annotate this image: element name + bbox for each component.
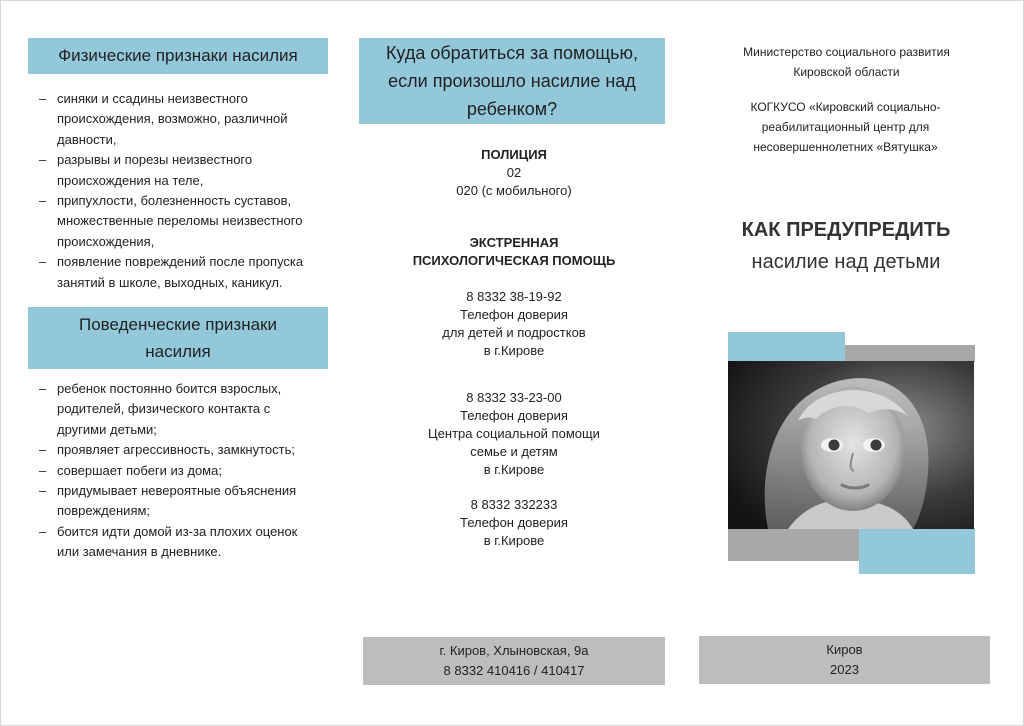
ministry-line1: Министерство социального развития: [743, 45, 950, 59]
list-item: – синяки и ссадины неизвестного происхождения, возможно, различной давности,: [31, 89, 323, 150]
ministry-header: [719, 42, 974, 82]
hotline-label: Телефон доверия: [460, 307, 568, 322]
behavior-signs-title-line1: Поведенческие признаки: [78, 315, 277, 334]
list-item: – проявляет агрессивность, замкнутость;: [31, 440, 323, 460]
decor-gray-bottom: [728, 528, 859, 561]
decor-gray-top: [845, 345, 975, 362]
hotline-org-line1: Центра социальной помощи: [428, 426, 600, 441]
organization-header: [723, 97, 968, 157]
hotline-block-1: [359, 288, 669, 360]
help-banner: [359, 38, 665, 124]
behavior-signs-list: [31, 379, 323, 563]
child-portrait-photo: [728, 361, 974, 529]
address-footer: [363, 637, 665, 685]
police-block: [359, 146, 669, 200]
city-year-footer: [699, 636, 990, 684]
brochure-title: [699, 214, 993, 278]
list-item: – боится идти домой из-за плохих оценок или замечания в дневнике.: [31, 522, 323, 563]
emergency-block: [359, 234, 669, 270]
emergency-label-line1: ЭКСТРЕННАЯ: [469, 235, 559, 250]
behavior-signs-banner: [28, 307, 328, 369]
list-item: – ребенок постоянно боится взрослых, родителей, физического контакта с другими детьми;: [31, 379, 323, 440]
police-number: 02: [506, 165, 522, 180]
hotline-label: Телефон доверия: [460, 515, 568, 530]
help-title-line3: ребенком?: [466, 99, 558, 119]
hotline-audience: для детей и подростков: [442, 325, 586, 340]
year-text: 2023: [830, 662, 859, 677]
list-item: – появление повреждений после пропуска занятий в школе, выходных, каникул.: [31, 252, 323, 293]
city-text: Киров: [826, 642, 863, 657]
list-item: – разрывы и порезы неизвестного происхождения на теле,: [31, 150, 323, 191]
org-line3: несовершеннолетних «Вятушка»: [753, 140, 938, 154]
help-title-line2: если произошло насилие над: [388, 71, 636, 91]
org-line1: КОГКУСО «Кировский социально-: [750, 100, 941, 114]
decor-blue-bottom: [859, 528, 975, 574]
address-phones: 8 8332 410416 / 410417: [443, 663, 585, 678]
police-mobile-number: 020 (с мобильного): [456, 183, 572, 198]
emergency-label-line2: ПСИХОЛОГИЧЕСКАЯ ПОМОЩЬ: [412, 253, 616, 268]
decor-blue-top: [728, 332, 845, 362]
ministry-line2: Кировской области: [793, 65, 900, 79]
list-item: – придумывает невероятные объяснения повреждениям;: [31, 481, 323, 522]
hotline-label: Телефон доверия: [460, 408, 568, 423]
hotline-org-line2: семье и детям: [470, 444, 558, 459]
hotline-phone: 8 8332 33-23-00: [466, 390, 562, 405]
hotline-phone: 8 8332 332233: [470, 497, 558, 512]
hotline-block-2: [359, 389, 669, 479]
title-bold: КАК ПРЕДУПРЕДИТЬ: [741, 219, 951, 241]
behavior-signs-title-line2: насилия: [145, 342, 211, 361]
title-regular: насилие над детьми: [751, 251, 941, 273]
hotline-block-3: [359, 496, 669, 550]
hotline-city: в г.Кирове: [483, 343, 545, 358]
address-text: г. Киров, Хлыновская, 9а: [439, 643, 589, 658]
hotline-phone: 8 8332 38-19-92: [466, 289, 562, 304]
org-line2: реабилитационный центр для: [761, 120, 930, 134]
physical-signs-list: [31, 89, 323, 293]
list-item: – припухлости, болезненность суставов, множественные переломы неизвестного происхождения,: [31, 191, 323, 252]
physical-signs-banner: [28, 38, 328, 74]
list-item: – совершает побеги из дома;: [31, 461, 323, 481]
police-label: ПОЛИЦИЯ: [481, 147, 547, 162]
hotline-city: в г.Кирове: [483, 462, 545, 477]
physical-signs-title: Физические признаки насилия: [58, 46, 298, 65]
hotline-city: в г.Кирове: [483, 533, 545, 548]
help-title-line1: Куда обратиться за помощью,: [385, 43, 639, 63]
